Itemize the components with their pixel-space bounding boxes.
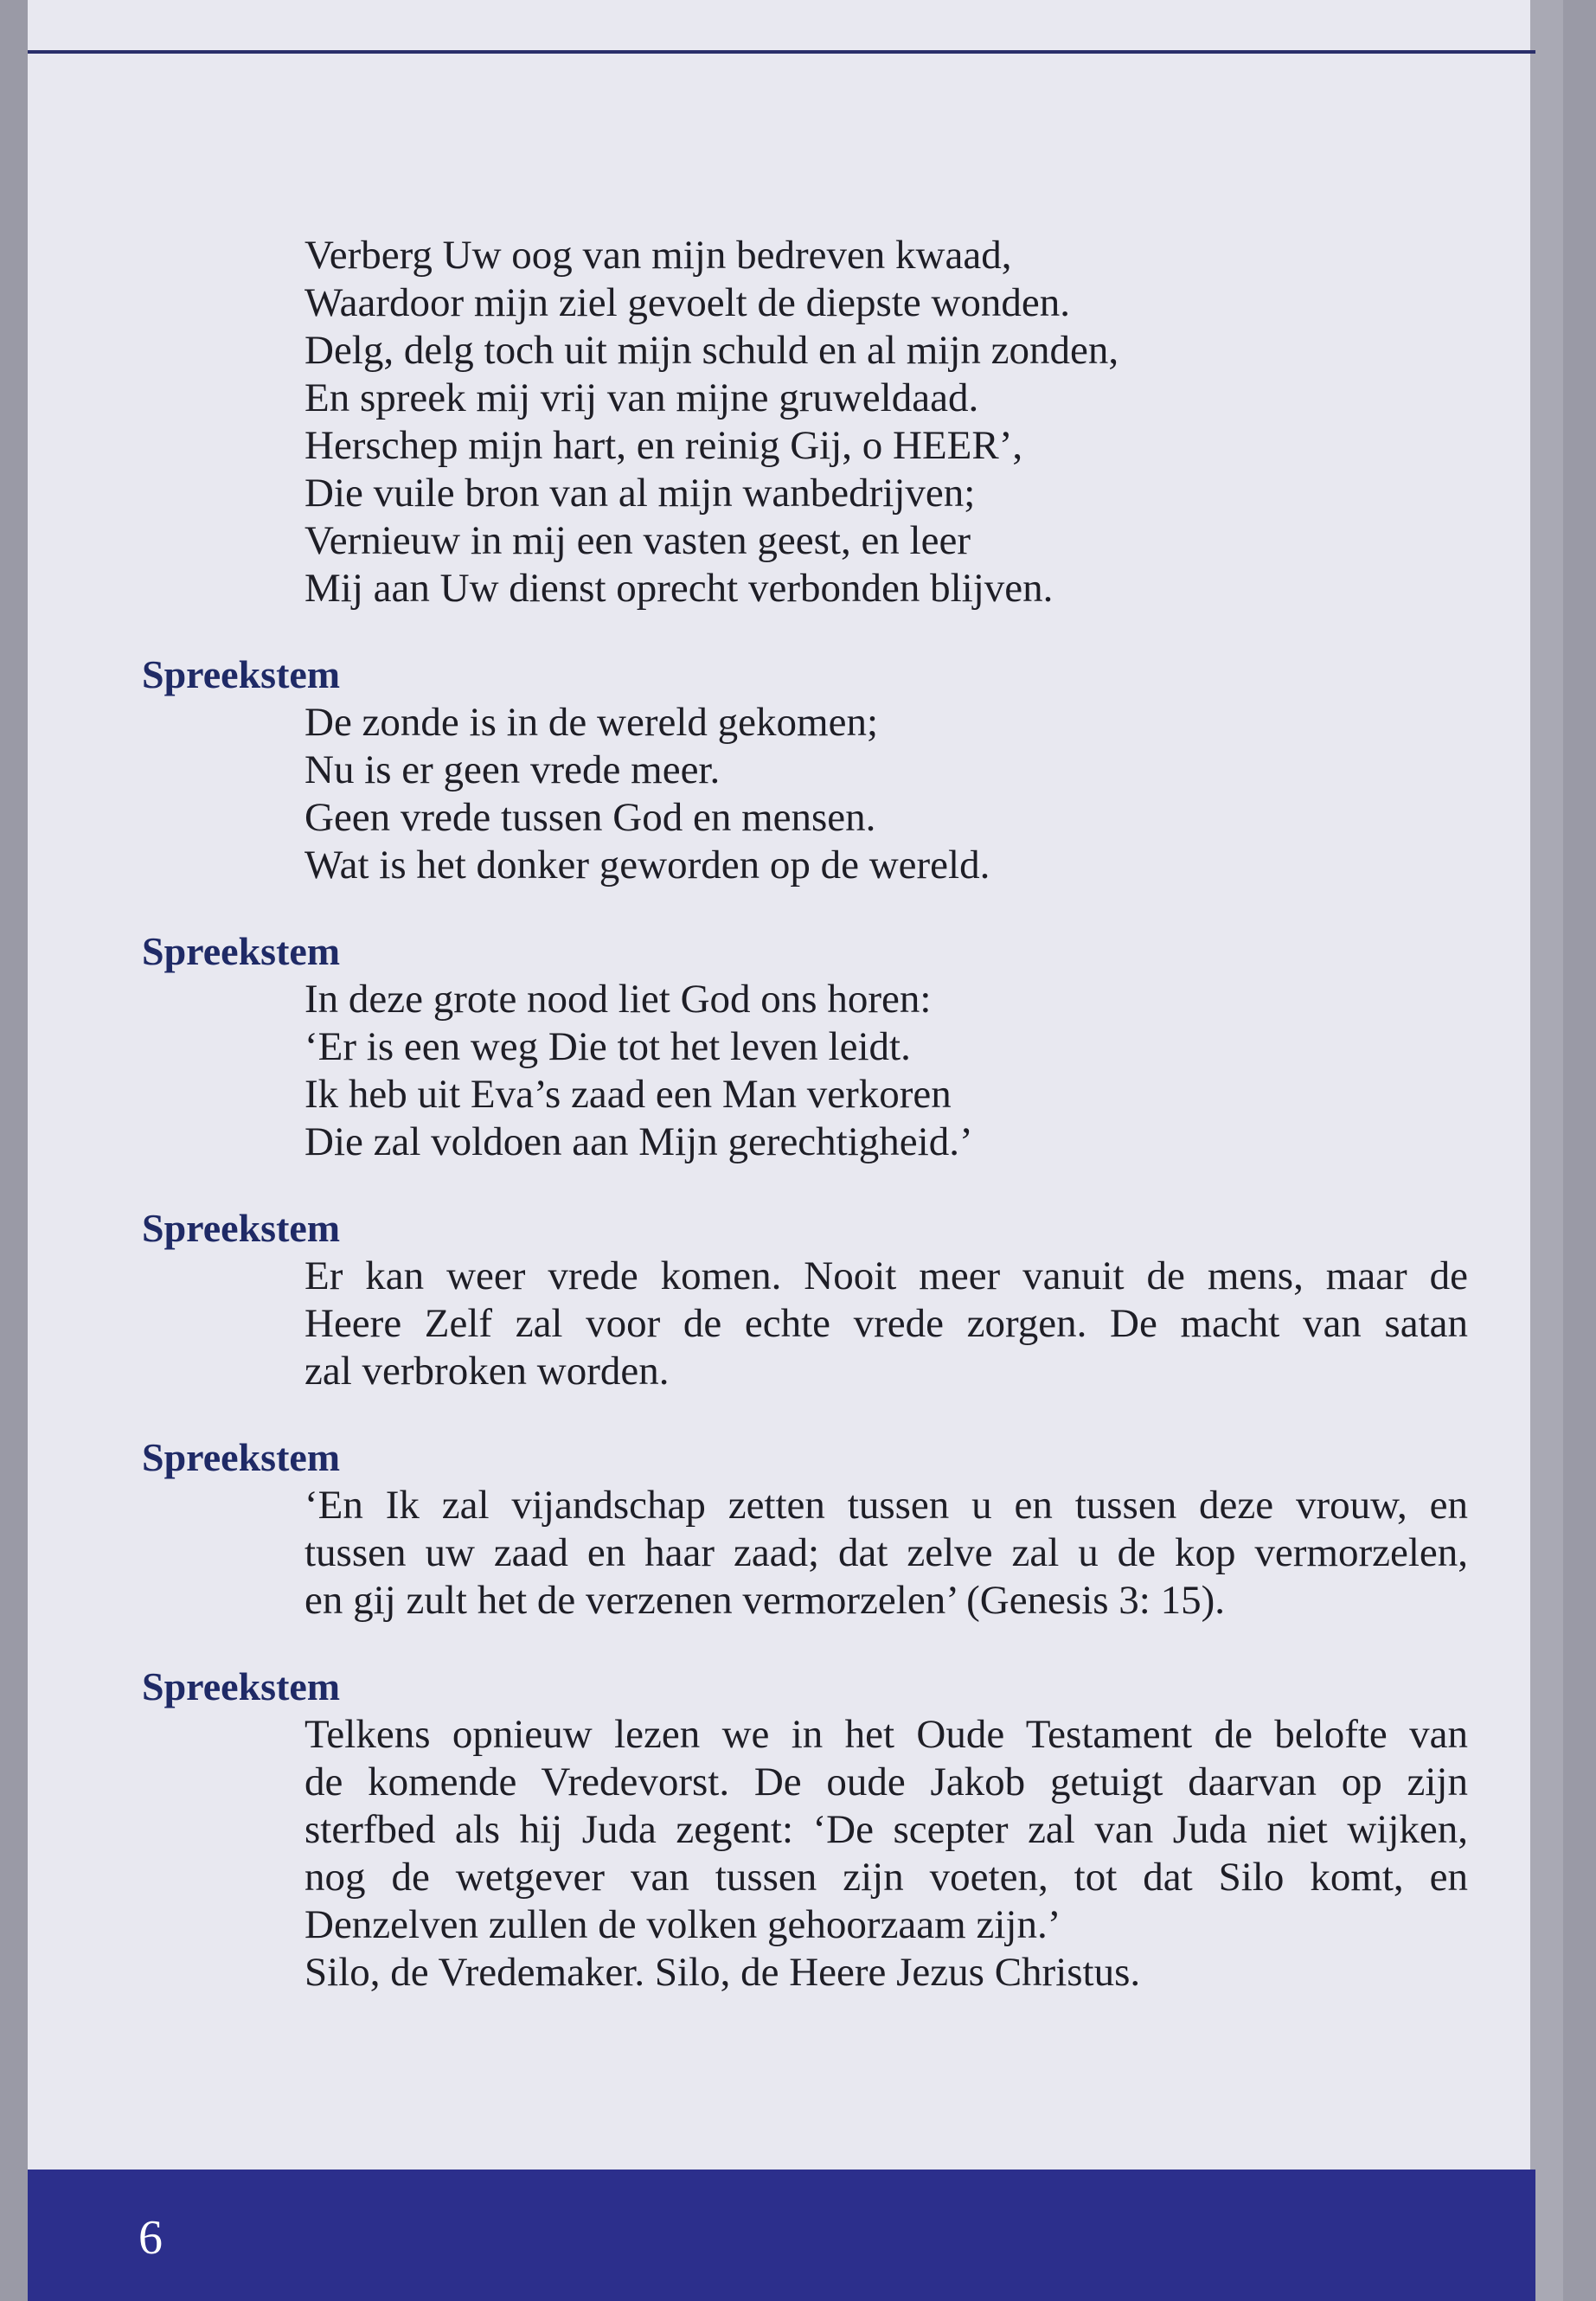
prose-line: ‘En Ik zal vijandschap zetten tussen u en tussen deze vrouw, en: [304, 1483, 1468, 1528]
page-number: 6: [138, 2211, 163, 2265]
verse-line: Ik heb uit Eva’s zaad een Man verkoren: [304, 1072, 952, 1117]
verse-line: Vernieuw in mij een vasten geest, en leer: [304, 518, 971, 563]
prose-paragraph: [304, 1482, 1468, 1625]
prose-line: nog de wetgever van tussen zijn voeten, tot dat Silo komt, en: [304, 1855, 1468, 1900]
speaker-label: Spreekstem: [142, 652, 341, 696]
verse-line: Mij aan Uw dienst oprecht verbonden blijven.: [304, 566, 1054, 611]
verse-line: Geen vrede tussen God en mensen.: [304, 795, 876, 840]
verse-line: Delg, delg toch uit mijn schuld en al mijn zonden,: [304, 328, 1119, 373]
verse-line: En spreek mij vrij van mijne gruweldaad.: [304, 375, 979, 420]
speaker-section-3: [142, 1204, 1474, 1395]
closing-line: Silo, de Vredemaker. Silo, de Heere Jezus Christus.: [304, 1950, 1141, 1995]
prose-line: zal verbroken worden.: [304, 1349, 670, 1394]
prose-paragraph: [304, 1711, 1468, 1997]
speaker-label: Spreekstem: [142, 929, 341, 973]
speaker-label: Spreekstem: [142, 1206, 341, 1250]
verse-line: In deze grote nood liet God ons horen:: [304, 977, 932, 1022]
verse-line: De zonde is in de wereld gekomen;: [304, 700, 879, 745]
prose-line: tussen uw zaad en haar zaad; dat zelve zal u de kop vermorzelen,: [304, 1530, 1468, 1575]
prose-line: Telkens opnieuw lezen we in het Oude Testament de belofte van: [304, 1712, 1468, 1757]
speaker-section-5: [142, 1663, 1474, 1997]
top-rule: [28, 50, 1535, 54]
speaker-label: Spreekstem: [142, 1435, 341, 1479]
prose-line: sterfbed als hij Juda zegent: ‘De scepter zal van Juda niet wijken,: [304, 1807, 1468, 1852]
verse-line: Herschep mijn hart, en reinig Gij, o HEER’,: [304, 423, 1023, 468]
prose-line: en gij zult het de verzenen vermorzelen’ (Genesis 3: 15).: [304, 1578, 1226, 1623]
speaker-section-4: [142, 1433, 1474, 1625]
prose-paragraph: [304, 1253, 1468, 1395]
verse-line: Verberg Uw oog van mijn bedreven kwaad,: [304, 233, 1012, 278]
page-edge-shadow: [1530, 0, 1563, 2301]
text-block: [142, 232, 1474, 1997]
prose-line: Denzelven zullen de volken gehoorzaam zijn.’: [304, 1902, 1061, 1947]
verse-line: Waardoor mijn ziel gevoelt de diepste wonden.: [304, 280, 1071, 325]
verse-line: Nu is er geen vrede meer.: [304, 747, 721, 792]
opening-verse: [142, 232, 1474, 612]
speaker-label: Spreekstem: [142, 1664, 341, 1708]
verse-line: Die vuile bron van al mijn wanbedrijven;: [304, 471, 976, 516]
verse-line: ‘Er is een weg Die tot het leven leidt.: [304, 1024, 911, 1069]
prose-line: de komende Vredevorst. De oude Jakob getuigt daarvan op zijn: [304, 1759, 1468, 1804]
speaker-section-2: [142, 927, 1474, 1166]
speaker-section-1: [142, 651, 1474, 889]
footer-band: [28, 2170, 1535, 2301]
verse-line: Die zal voldoen aan Mijn gerechtigheid.’: [304, 1119, 973, 1164]
prose-line: Heere Zelf zal voor de echte vrede zorgen. De macht van satan: [304, 1301, 1468, 1346]
prose-line: Er kan weer vrede komen. Nooit meer vanuit de mens, maar de: [304, 1253, 1468, 1298]
verse-line: Wat is het donker geworden op de wereld.: [304, 843, 990, 888]
